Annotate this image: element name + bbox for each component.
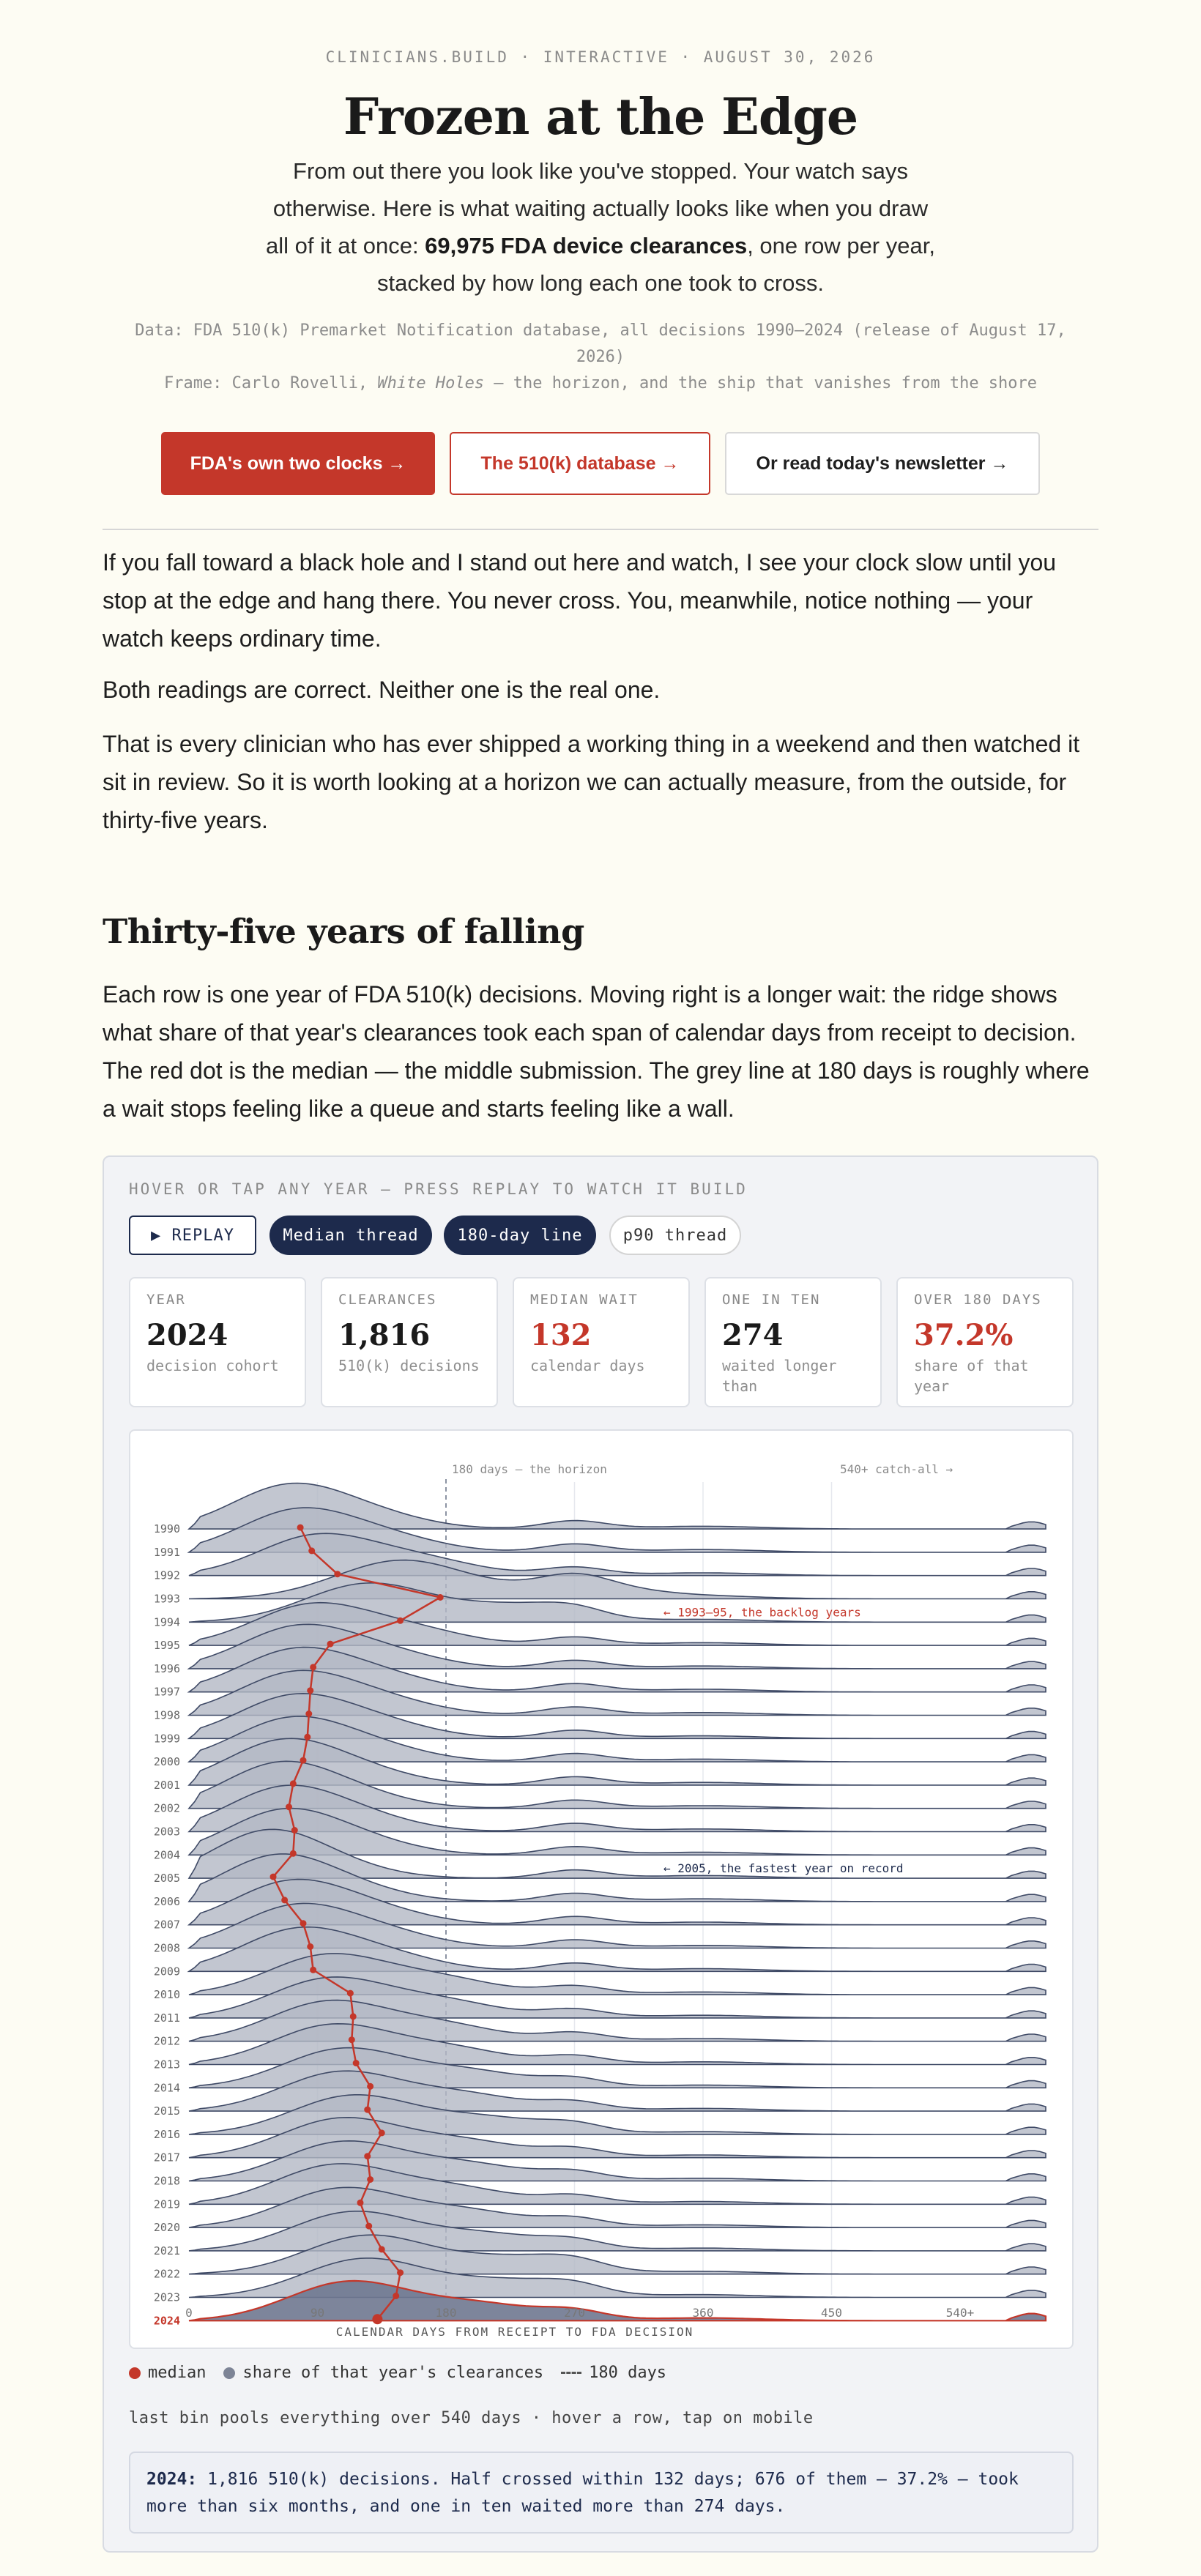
newsletter-button[interactable]: Or read today's newsletter →: [725, 432, 1040, 495]
divider: [103, 529, 1098, 530]
stat-value: 37.2%: [914, 1318, 1014, 1352]
x-tick-270: 270: [564, 2306, 585, 2320]
year-label-2001: 2001: [153, 1778, 180, 1792]
year-label-2010: 2010: [153, 1988, 180, 2002]
median-dot-2024: [372, 2314, 382, 2324]
stat-value: 274: [722, 1318, 784, 1352]
year-label-2023: 2023: [153, 2290, 180, 2304]
stat-card-over180: [896, 1277, 1074, 1407]
year-label-1996: 1996: [153, 1661, 180, 1675]
median-dot-2000: [300, 1757, 307, 1764]
median-legend-label: median: [148, 2364, 207, 2382]
median-dot-1999: [304, 1734, 311, 1741]
summary-year: 2024:: [146, 2470, 198, 2489]
year-label-1995: 1995: [153, 1639, 180, 1653]
stat-value: 132: [530, 1318, 592, 1352]
year-summary: [129, 2452, 1074, 2534]
median-dot-2018: [367, 2176, 373, 2183]
stat-card-median: [513, 1277, 690, 1407]
database-button[interactable]: The 510(k) database →: [450, 432, 710, 495]
year-label-1994: 1994: [153, 1615, 180, 1629]
x-tick-180: 180: [435, 2306, 457, 2320]
median-dot-2009: [310, 1967, 316, 1973]
section-title: Thirty-five years of falling: [103, 912, 584, 951]
median-dot-2014: [367, 2083, 373, 2090]
year-label-2002: 2002: [153, 1801, 180, 1815]
stat-label: ONE IN TEN: [722, 1292, 821, 1308]
year-label-2000: 2000: [153, 1755, 180, 1769]
year-label-2006: 2006: [153, 1894, 180, 1908]
p90-thread-toggle[interactable]: p90 thread: [609, 1216, 741, 1255]
median-dot-2010: [347, 1990, 354, 1997]
legend: [129, 2364, 666, 2382]
180-day-line-toggle[interactable]: 180-day line: [444, 1216, 596, 1255]
share-legend-swatch: [223, 2367, 235, 2379]
year-label-1998: 1998: [153, 1708, 180, 1722]
year-label-1992: 1992: [153, 1568, 180, 1582]
intro-paragraph-1: If you fall toward a black hole and I stand out here and watch, I see your clock slow until you stop at the edge and hang there. You never cross. You, meanwhile, notice nothing — your watch keeps ordinary time.: [103, 549, 1057, 652]
x-axis-label: CALENDAR DAYS FROM RECEIPT TO FDA DECISION: [335, 2325, 694, 2339]
median-dot-2004: [290, 1850, 297, 1857]
summary-text: 1,816 510(k) decisions. Half crossed within 132 days; 676 of them — 37.2% — took more than six months, and one in ten waited more than 274 days.: [146, 2470, 1019, 2516]
median-dot-2019: [357, 2200, 364, 2206]
year-label-1993: 1993: [153, 1592, 180, 1606]
year-label-1997: 1997: [153, 1685, 180, 1699]
median-dot-2020: [365, 2223, 372, 2230]
stat-sub: waited longer than: [722, 1357, 837, 1395]
year-label-2015: 2015: [153, 2104, 180, 2118]
median-dot-1991: [308, 1547, 315, 1554]
stat-card-clearances: [321, 1277, 498, 1407]
annotation-2005: ← 2005, the fastest year on record: [663, 1861, 904, 1876]
annotation-1994: ← 1993–95, the backlog years: [663, 1605, 861, 1620]
year-label-2013: 2013: [153, 2058, 180, 2071]
median-legend-swatch: [129, 2367, 141, 2379]
year-label-2004: 2004: [153, 1848, 180, 1862]
year-label-2005: 2005: [153, 1872, 180, 1886]
year-label-2024: 2024: [153, 2314, 180, 2328]
median-dot-1995: [327, 1641, 334, 1648]
median-dot-1994: [397, 1618, 404, 1624]
stat-sub: share of that year: [914, 1357, 1029, 1395]
median-dot-2021: [379, 2246, 385, 2252]
hover-hint: HOVER OR TAP ANY YEAR — PRESS REPLAY TO WATCH IT BUILD: [129, 1180, 748, 1198]
intro-paragraph-3: That is every clinician who has ever shipped a working thing in a weekend and then watched it sit in review. So it is worth looking at a horizon we can actually measure, from the outside, for thirty-five years.: [103, 731, 1080, 833]
chart-note: last bin pools everything over 540 days · hover a row, tap on mobile: [129, 2409, 814, 2427]
year-label-2011: 2011: [153, 2011, 180, 2025]
source-block: [132, 318, 1069, 397]
median-dot-2016: [379, 2129, 385, 2136]
fda-clocks-button[interactable]: FDA's own two clocks →: [161, 432, 435, 495]
ridgeline-chart-container: [129, 1429, 1074, 2349]
line-legend-swatch: [561, 2372, 581, 2374]
median-dot-2008: [307, 1943, 313, 1950]
deck-text-end: , one row per year, stacked by how long each one took to cross.: [376, 233, 935, 296]
year-label-2003: 2003: [153, 1825, 180, 1839]
deck: [264, 152, 937, 302]
stat-sub: 510(k) decisions: [338, 1357, 480, 1374]
year-label-1991: 1991: [153, 1545, 180, 1559]
year-label-2019: 2019: [153, 2197, 180, 2211]
stat-card-p90: [704, 1277, 882, 1407]
median-dot-2015: [364, 2107, 371, 2113]
median-dot-2017: [364, 2153, 371, 2159]
stat-label: MEDIAN WAIT: [530, 1292, 639, 1308]
year-label-2016: 2016: [153, 2127, 180, 2141]
data-source: Data: FDA 510(k) Premarket Notification database, all decisions 1990–2024 (release of August 17, 2026): [135, 321, 1066, 366]
year-label-1999: 1999: [153, 1732, 180, 1746]
frame-suffix: — the horizon, and the ship that vanishes from the shore: [484, 374, 1038, 392]
median-dot-2002: [286, 1803, 292, 1810]
stat-sub: decision cohort: [146, 1357, 279, 1374]
median-dot-2003: [291, 1827, 298, 1834]
median-dot-1992: [334, 1571, 341, 1577]
chart-panel: [103, 1155, 1098, 2553]
median-dot-2001: [290, 1780, 297, 1787]
deck-text: From out there you look like you've stopped. Your watch says otherwise. Here is what waiting actually looks like when you draw all of it at once:: [266, 158, 929, 258]
median-dot-1996: [310, 1664, 316, 1670]
share-legend-label: share of that year's clearances: [242, 2364, 544, 2382]
stat-sub: calendar days: [530, 1357, 645, 1374]
median-dot-1990: [297, 1525, 304, 1531]
median-dot-2023: [393, 2293, 399, 2299]
x-tick-450: 450: [821, 2306, 842, 2320]
section-body: Each row is one year of FDA 510(k) decisions. Moving right is a longer wait: the ridge shows what share of that year's clearances took each span of calendar days from receipt to decision. The red dot is the median — the middle submission. The grey line at 180 days is roughly where a wait stops feeling like a queue and starts feeling like a wall.: [103, 981, 1090, 1122]
line-legend-label: 180 days: [589, 2364, 667, 2382]
median-dot-1998: [305, 1710, 312, 1717]
year-label-2008: 2008: [153, 1941, 180, 1955]
median-dot-2005: [270, 1874, 277, 1880]
year-label-2009: 2009: [153, 1965, 180, 1978]
stat-value: 2024: [146, 1318, 228, 1352]
median-dot-2022: [397, 2269, 404, 2276]
stat-label: OVER 180 DAYS: [914, 1292, 1042, 1308]
x-tick-540: 540+: [945, 2306, 975, 2320]
median-thread-toggle[interactable]: Median thread: [269, 1216, 432, 1255]
median-dot-2006: [281, 1896, 288, 1903]
replay-button[interactable]: ▶ REPLAY: [129, 1216, 256, 1255]
x-tick-90: 90: [310, 2306, 325, 2320]
median-dot-2011: [350, 2013, 357, 2020]
page-title: Frozen at the Edge: [343, 88, 858, 146]
catch-all-label: 540+ catch-all →: [840, 1462, 953, 1476]
median-dot-1993: [437, 1594, 444, 1601]
median-dot-1997: [307, 1687, 313, 1694]
year-label-2020: 2020: [153, 2221, 180, 2235]
horizon-label: 180 days — the horizon: [452, 1462, 607, 1476]
ridgeline-chart[interactable]: [130, 1431, 1075, 2350]
intro-paragraph-2: Both readings are correct. Neither one is the real one.: [103, 677, 661, 703]
x-tick-360: 360: [692, 2306, 714, 2320]
x-tick-0: 0: [185, 2306, 193, 2320]
stat-label: CLEARANCES: [338, 1292, 437, 1308]
year-label-2018: 2018: [153, 2174, 180, 2188]
year-label-2017: 2017: [153, 2151, 180, 2164]
frame-credit: [132, 371, 1069, 397]
stat-label: YEAR: [146, 1292, 186, 1308]
year-label-2007: 2007: [153, 1918, 180, 1932]
year-label-2012: 2012: [153, 2034, 180, 2048]
median-dot-2013: [353, 2060, 360, 2066]
stat-value: 1,816: [338, 1318, 431, 1352]
frame-title: White Holes: [377, 374, 485, 392]
kicker: CLINICIANS.BUILD · INTERACTIVE · AUGUST 30, 2026: [325, 48, 876, 66]
year-label-2014: 2014: [153, 2081, 180, 2095]
median-dot-2012: [349, 2036, 355, 2043]
frame-prefix: Frame: Carlo Rovelli,: [163, 374, 378, 392]
year-label-2021: 2021: [153, 2244, 180, 2257]
year-label-2022: 2022: [153, 2267, 180, 2281]
deck-highlight: 69,975 FDA device clearances: [425, 233, 748, 258]
ridge-1992: [189, 1533, 1046, 1576]
year-label-1990: 1990: [153, 1522, 180, 1536]
stat-card-year: [129, 1277, 306, 1407]
median-dot-2007: [300, 1920, 307, 1927]
